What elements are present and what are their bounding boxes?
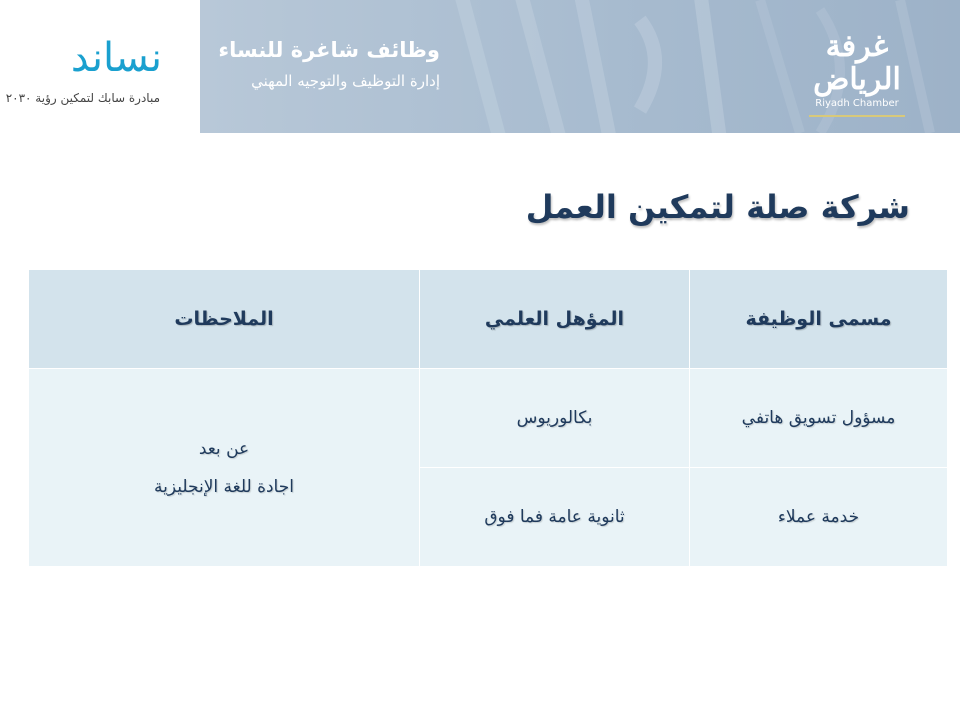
notes-cell — [29, 369, 420, 567]
banner-subtitle: إدارة التوظيف والتوجيه المهني — [251, 72, 440, 90]
table-row — [29, 369, 948, 468]
logo-subtitle: مبادرة سابك لتمكين رؤية ٢٠٣٠ — [5, 91, 160, 105]
table-header-row — [29, 270, 948, 369]
chamber-underline — [809, 115, 905, 117]
qualification-cell: بكالوريوس — [420, 369, 690, 468]
header-qualification: المؤهل العلمي — [420, 270, 690, 369]
header-job-title: مسمى الوظيفة — [690, 270, 948, 369]
header-notes: الملاحظات — [29, 270, 420, 369]
job-title-cell: مسؤول تسويق هاتفي — [690, 369, 948, 468]
nasanid-logo — [0, 0, 200, 133]
qualification-cell: ثانوية عامة فما فوق — [420, 468, 690, 567]
chamber-name-english: Riyadh Chamber — [815, 98, 899, 109]
note-item: عن بعد — [198, 438, 250, 459]
note-item: اجادة للغة الإنجليزية — [154, 476, 294, 497]
jobs-table — [28, 269, 948, 567]
logo-name: نساند — [70, 35, 162, 81]
riyadh-chamber-logo — [792, 30, 922, 117]
header-banner — [200, 0, 960, 133]
banner-title: وظائف شاغرة للنساء — [218, 38, 440, 62]
page-title: شركة صلة لتمكين العمل — [525, 188, 910, 226]
chamber-name-arabic: غرفة الرياض — [813, 29, 901, 97]
job-title-cell: خدمة عملاء — [690, 468, 948, 567]
